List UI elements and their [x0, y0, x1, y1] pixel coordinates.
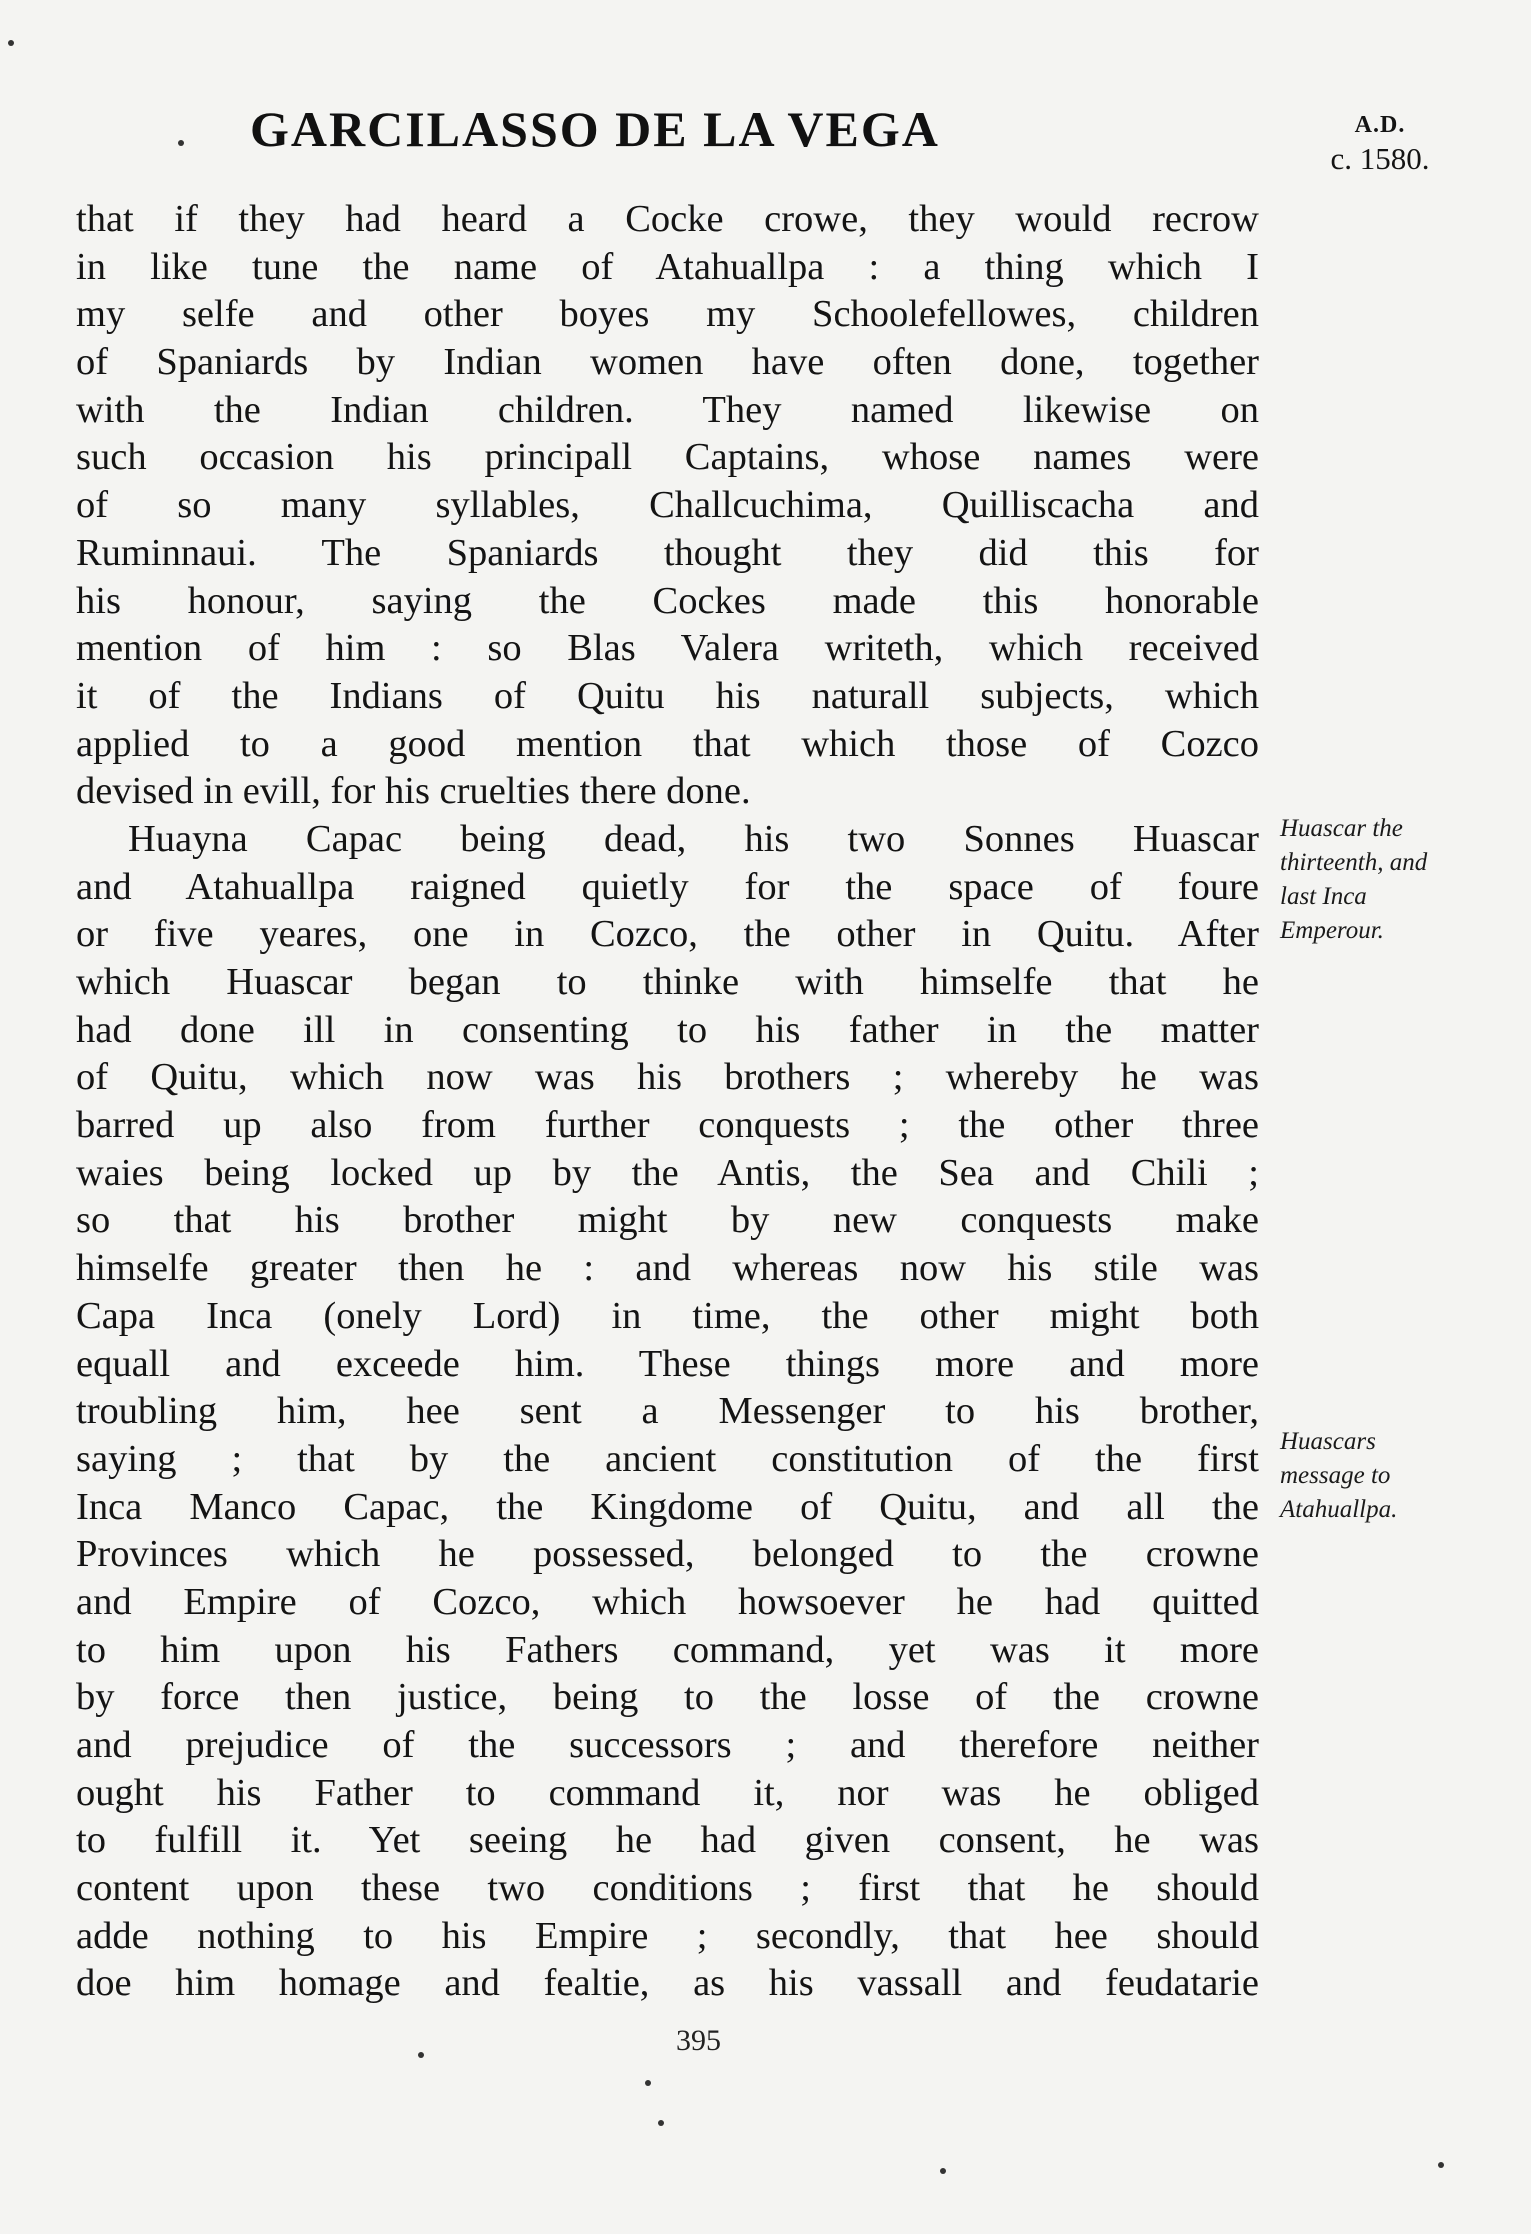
- text-line: or five yeares, one in Cozco, the other in Quitu. After: [76, 913, 1259, 956]
- text-line: Provinces which he possessed, belonged to the crowne: [76, 1533, 1259, 1576]
- text-line: troubling him, hee sent a Messenger to his brother,: [76, 1390, 1259, 1433]
- text-line: Capa Inca (onely Lord) in time, the other might both: [76, 1294, 1259, 1337]
- text-line: Ruminnaui. The Spaniards thought they did this for: [76, 531, 1259, 574]
- text-line: my selfe and other boyes my Schoolefellowes, children: [76, 293, 1259, 336]
- text-line: to fulfill it. Yet seeing he had given consent, he was: [76, 1819, 1259, 1862]
- text-line: of so many syllables, Challcuchima, Quilliscacha and: [76, 484, 1259, 527]
- text-line: ought his Father to command it, nor was he obliged: [76, 1771, 1259, 1814]
- ink-speck: [940, 2168, 946, 2174]
- margin-note-line: last Inca: [1280, 883, 1367, 910]
- ink-speck: [645, 2080, 651, 2086]
- text-line: of Quitu, which now was his brothers ; whereby he was: [76, 1056, 1259, 1099]
- ink-speck: [178, 140, 184, 146]
- text-line: adde nothing to his Empire ; secondly, that hee should: [76, 1914, 1259, 1957]
- text-line: and prejudice of the successors ; and therefore neither: [76, 1724, 1259, 1766]
- ink-speck: [658, 2120, 664, 2126]
- text-line: in like tune the name of Atahuallpa : a thing which I: [76, 245, 1259, 288]
- text-line: his honour, saying the Cockes made this honorable: [76, 579, 1259, 622]
- running-title: GARCILASSO DE LA VEGA: [250, 101, 940, 157]
- text-line: equall and exceede him. These things more and more: [76, 1342, 1259, 1385]
- text-line: content upon these two conditions ; first that he should: [76, 1867, 1259, 1910]
- text-line: waies being locked up by the Antis, the Sea and Chili ;: [76, 1151, 1259, 1194]
- text-line: mention of him : so Blas Valera writeth, which received: [76, 627, 1259, 670]
- text-line: of Spaniards by Indian women have often done, together: [76, 341, 1259, 384]
- text-line: barred up also from further conquests ; the other three: [76, 1104, 1259, 1147]
- margin-note-line: Huascars: [1280, 1428, 1376, 1455]
- margin-note-line: Atahuallpa.: [1280, 1496, 1398, 1523]
- text-line: to him upon his Fathers command, yet was it more: [76, 1628, 1259, 1671]
- margin-note-line: message to: [1280, 1462, 1391, 1489]
- margin-note-huascar: [1280, 812, 1510, 948]
- text-line: doe him homage and fealtie, as his vassall and feudatarie: [76, 1962, 1259, 2005]
- text-line: applied to a good mention that which those of Cozco: [76, 722, 1259, 765]
- date-era: A.D.: [1354, 112, 1406, 138]
- text-line: and Atahuallpa raigned quietly for the space of foure: [76, 865, 1259, 908]
- text-line: Inca Manco Capac, the Kingdome of Quitu, and all the: [76, 1485, 1259, 1528]
- text-line: it of the Indians of Quitu his naturall subjects, which: [76, 674, 1259, 717]
- margin-note-line: Huascar the: [1280, 815, 1403, 842]
- page-number: 395: [676, 2024, 721, 2057]
- text-line: that if they had heard a Cocke crowe, they would recrow: [76, 198, 1259, 240]
- text-line: with the Indian children. They named likewise on: [76, 388, 1259, 431]
- text-line: devised in evill, for his cruelties there done.: [76, 770, 751, 813]
- ink-speck: [8, 40, 14, 46]
- text-line: so that his brother might by new conquests make: [76, 1199, 1259, 1242]
- text-line: which Huascar began to thinke with himselfe that he: [76, 961, 1259, 1003]
- text-line: had done ill in consenting to his father in the matter: [76, 1008, 1259, 1051]
- text-line: saying ; that by the ancient constitution of the first: [76, 1437, 1259, 1480]
- date-block: [1320, 112, 1440, 177]
- text-line: himselfe greater then he : and whereas now his stile was: [76, 1247, 1259, 1290]
- date-year: c. 1580.: [1330, 141, 1430, 176]
- margin-note-line: thirteenth, and: [1280, 849, 1428, 876]
- text-line: and Empire of Cozco, which howsoever he had quitted: [76, 1580, 1259, 1623]
- margin-note-line: Emperour.: [1280, 917, 1384, 944]
- ink-speck: [1438, 2162, 1444, 2168]
- text-line: such occasion his principall Captains, whose names were: [76, 436, 1259, 479]
- ink-speck: [418, 2052, 424, 2058]
- margin-note-message: [1280, 1425, 1510, 1527]
- text-line: Huayna Capac being dead, his two Sonnes Huascar: [128, 817, 1259, 860]
- body-text: [76, 196, 1259, 2008]
- text-line: by force then justice, being to the losse of the crowne: [76, 1676, 1259, 1719]
